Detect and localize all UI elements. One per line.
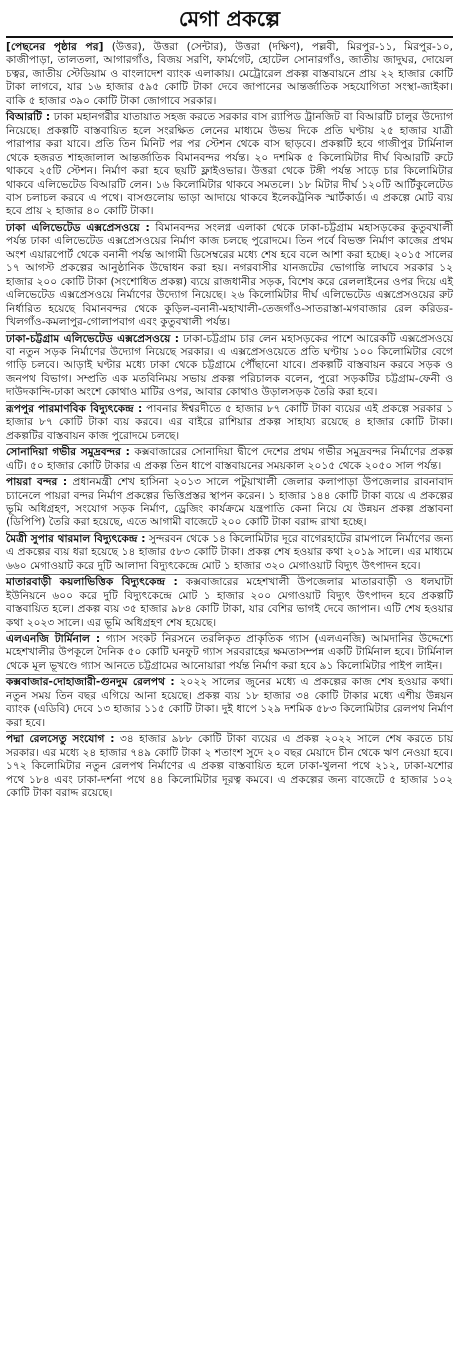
paragraph-sonadia-seaport (6, 444, 453, 474)
paragraph-lead: সোনাদিয়া গভীর সমুদ্রবন্দর : (6, 446, 130, 459)
paragraph-lead: ঢাকা এলিভেটেড এক্সপ্রেসওয়ে : (6, 221, 150, 234)
paragraph-lead: মাতারবাড়ী কয়লাভিত্তিক বিদ্যুৎকেন্দ্র : (6, 576, 178, 589)
paragraph-lead: পায়রা বন্দর : (6, 476, 68, 489)
paragraph-lead: ঢাকা-চট্টগ্রাম এলিভেটেড এক্সপ্রেসওয়ে : (6, 332, 180, 345)
paragraph-text: (উত্তর), উত্তরা (সেন্টার), উত্তরা (দক্ষিণ), পল্লবী, মিরপুর-১১, মিরপুর-১০, কাজীপাড়া, তালতলা, আগারগাঁও, বিজয় সরণি, ফার্মগেট, হোটেল সোনারগাঁও, জাতীয় জাদুঘর, দোয়েল চত্বর, জাতীয় স্টেডিয়াম ও বাংলাদেশ ব্যাংক এলাকায়। মেট্রোরেল প্রকল্প বাস্তবায়নে প্রায় ২২ হাজার কোটি টাকা লাগবে, যার ১৬ হাজার ৫৯৫ কোটি টাকা দেবে জাপানের আন্তর্জাতিক সহযোগিতা সংস্থা-জাইকা। বাকি ৫ হাজার ৩৯০ কোটি টাকা জোগাবে সরকার। (6, 41, 454, 107)
paragraph-dhaka-elevated-expressway (6, 220, 453, 331)
paragraph-text: ঢাকা-চট্টগ্রাম চার লেন মহাসড়কের পাশে আরেকটি এক্সপ্রেসওয়ে বা নতুন সড়ক নির্মাণের উদ্যোগ নিয়েছে সরকার। এ এক্সপ্রেসওয়েতে প্রতি ঘণ্টায় ১০০ কিলোমিটার বেগে গাড়ি চলবে। আড়াই ঘণ্টার মধ্যে ঢাকা থেকে চট্টগ্রামে পৌঁছানো যাবে। প্রকল্পটি বাস্তবায়ন করবে সড়ক ও জনপথ বিভাগ। সম্প্রতি এক মতবিনিময় সভায় প্রকল্প পরিচালক বলেন, পুরো সড়কটির চট্টগ্রাম-ফেনী ও দাউদকান্দি-ঢাকা অংশে কোথাও মাটির ওপর, আবার কোথাও উড়ালসড়ক তৈরি করা হবে। (6, 332, 454, 399)
paragraph-text: ২০২২ সালের জুনের মধ্যে এ প্রকল্পের কাজ শেষ হওয়ার কথা। নতুন সময় তিন বছর এগিয়ে আনা হয়েছে। প্রকল্প ব্যয় ১৮ হাজার ৩৪ কোটি টাকার মধ্যে এশীয় উন্নয়ন ব্যাংক (এডিবি) দেবে ১৩ হাজার ১১৫ কোটি টাকা। দুই ধাপে ১২৯ দশমিক ৫৮৩ কিলোমিটার রেলপথ নির্মাণ করা হবে। (6, 676, 454, 729)
paragraph-padma-rail-link (6, 731, 453, 801)
article-body (6, 41, 453, 801)
paragraph-lng-terminal (6, 631, 453, 674)
paragraph-continuation (6, 41, 453, 109)
paragraph-text: সুন্দরবন থেকে ১৪ কিলোমিটার দূরে বাগেরহাটের রামপালে নির্মাণের জন্য এ প্রকল্পের ব্যয় ধরা হয়েছে ১৪ হাজার ৫৮৩ কোটি টাকা। প্রকল্প শেষ হওয়ার কথা ২০১৯ সালে। এর মাধ্যমে ৬৬০ মেগাওয়াট করে দুটি আলাদা বিদ্যুৎকেন্দ্রে মোট ১ হাজার ৩২০ মেগাওয়াট বিদ্যুৎ উৎপাদন হবে। (6, 532, 453, 572)
paragraph-text: কক্সবাজারের সোনাদিয়া দ্বীপে দেশের প্রথম গভীর সমুদ্রবন্দর নির্মাণের প্রকল্প এটি। ৫০ হাজার কোটি টাকার এ প্রকল্প তিন ধাপে বাস্তবায়নের সময়কাল ২০১৫ থেকে ২০৫০ সাল পর্যন্ত। (6, 446, 454, 472)
paragraph-lead: [পেছনের পৃষ্ঠার পর] (6, 41, 104, 53)
paragraph-rooppur-nuclear (6, 401, 453, 444)
paragraph-text: বিমানবন্দর সংলগ্ন এলাকা থেকে ঢাকা-চট্টগ্রাম মহাসড়কের কুতুবখালী পর্যন্ত ঢাকা এলিভেটেড এক্সপ্রেসওয়ের নির্মাণ কাজ চলছে পুরোদমে। তিন পর্বে বিভক্ত নির্মাণ কাজের প্রথম অংশ এয়ারপোর্ট থেকে বনানী পর্যন্ত আগামী ডিসেম্বরের মধ্যে শেষ হবে বলে আশা করা হচ্ছে। ২০১৫ সালের ১৭ আগস্ট প্রকল্পের আনুষ্ঠানিক উদ্বোধন করা হয়। নগরবাসীর যানজটের ভোগান্তি লাঘবে সরকার ১২ হাজার ২০০ কোটি টাকা (সংশোধিত প্রকল্প) ব্যয়ে রাজধানীর সড়ক, বিশেষ করে রেললাইনের ওপর দিয়ে এই এলিভেটেড এক্সপ্রেসওয়ে নির্মাণের উদ্যোগ নিয়েছে। ২৬ কিলোমিটার দীর্ঘ এলিভেটেড এক্সপ্রেসওয়ের রুট নির্ধারিত হয়েছে বিমানবন্দর থেকে কুড়িল-বনানী-মহাখালী-তেজগাঁও-সাতরাস্তা-মগবাজার রেল করিডর-খিলগাঁও-কমলাপুর-গোলাপবাগ এবং কুতুবখালী পর্যন্ত। (6, 221, 453, 329)
paragraph-lead: মৈত্রী সুপার থারমাল বিদ্যুৎকেন্দ্র : (6, 532, 146, 545)
paragraph-maitree-thermal (6, 531, 453, 574)
paragraph-lead: এলএনজি টার্মিনাল : (6, 633, 101, 646)
paragraph-text: গ্যাস সংকট নিরসনে তরলিকৃত প্রাকৃতিক গ্যাস (এলএনজি) আমদানির উদ্দেশ্যে মহেশখালীর উপকূলে দৈনিক ৫০ কোটি ঘনফুট গ্যাস সরবরাহের ক্ষমতাসম্পন্ন একটি টার্মিনাল হবে। টার্মিনাল থেকে মূল ভূখণ্ডে গ্যাস আনতে চট্টগ্রামের আনোয়ারা পর্যন্ত নির্মাণ করা হবে ৯১ কিলোমিটার পাইপ লাইন। (6, 633, 453, 672)
paragraph-text: পাবনার ঈশ্বরদীতে ৫ হাজার ৮৭ কোটি টাকা ব্যয়ের এই প্রকল্পে সরকার ১ হাজার ৮৭ কোটি টাকা ব্যয় করবে। এর বাইরে রাশিয়ার প্রকল্প সাহায্য রয়েছে ৪ হাজার কোটি টাকা। প্রকল্পটির বাস্তবায়ন কাজ পুরোদমে চলছে। (6, 402, 453, 442)
paragraph-text: প্রধানমন্ত্রী শেখ হাসিনা ২০১৩ সালে পটুয়াখালী জেলার কলাপাড়া উপজেলার রাবনাবাদ চ্যানেলে পায়রা বন্দর নির্মাণ প্রকল্পের ভিত্তিপ্রস্তর স্থাপন করেন। ১ হাজার ১৪৪ কোটি টাকা ব্যয়ে এ প্রকল্পের ভূমি অধিগ্রহণ, সংযোগ সড়ক নির্মাণ, ড্রেজিং কার্যক্রমে যন্ত্রপাতি কেনা নিয়ে যে উন্নয়ন প্রকল্প প্রস্তাবনা (ডিপিপি) তৈরি করা হয়েছে, এতে আগামী বাজেটে ২০০ কোটি টাকা বরাদ্দ রাখা হচ্ছে। (6, 476, 453, 529)
paragraph-lead: পদ্মা রেলসেতু সংযোগ : (6, 733, 115, 746)
paragraph-text: ঢাকা মহানগরীর যাতায়াত সহজ করতে সরকার বাস র‌্যাপিড ট্রানজিট বা বিআরটি চালুর উদ্যোগ নিয়েছে। প্রকল্পটি বাস্তবায়িত হলে সংরক্ষিত লেনের মাধ্যমে উভয় দিকে প্রতি ঘণ্টায় ২৫ হাজার যাত্রী পারাপার করা যাবে। প্রতি তিন মিনিট পর পর স্টেশন থেকে বাস ছাড়বে। প্রকল্পটি হবে গাজীপুর টার্মিনাল থেকে হজরত শাহজালাল আন্তর্জাতিক বিমানবন্দর পর্যন্ত। ২০ দশমিক ৫ কিলোমিটার দীর্ঘ বিআরটি রুটে থাকবে ২৫টি স্টেশন। নির্মাণ করা হবে ছয়টি ফ্লাইওভার। উত্তরা থেকে টঙ্গী পর্যন্ত সাড়ে চার কিলোমিটার থাকবে এলিভেটেড বিআরটি লেন। ১৬ কিলোমিটার থাকবে সমতলে। ১৮ মিটার দীর্ঘ ১২০টি আর্টিকুলেটেড বাস চলাচল করবে এ পথে। বাসগুলোয় ভাড়া আদায়ে থাকবে ইলেকট্রনিক স্মার্টকার্ড। এ প্রকল্পে মোট ব্যয় হবে প্রায় ২ হাজার ৪০ কোটি টাকা। (6, 111, 453, 218)
paragraph-payra-port (6, 474, 453, 531)
paragraph-lead: কক্সবাজার-দোহাজারী-গুনদুম রেলপথ : (6, 676, 175, 689)
headline: মেগা প্রকল্পে (178, 6, 281, 31)
paragraph-brt (6, 109, 453, 220)
headline-rule (6, 36, 453, 38)
paragraph-dhaka-chittagong-expressway (6, 331, 453, 401)
paragraph-matarbari-coal (6, 574, 453, 631)
paragraph-text: ৩৪ হাজার ৯৮৮ কোটি টাকা ব্যয়ের এ প্রকল্প ২০২২ সালে শেষ করতে চায় সরকার। এর মধ্যে ২৪ হাজার ৭৪৯ কোটি টাকা ২ শতাংশ সুদে ২০ বছর মেয়াদে চীন থেকে ঋণ নেওয়া হবে। ১৭২ কিলোমিটার নতুন রেলপথ নির্মাণের এ প্রকল্প বাস্তবায়িত হলে ঢাকা-খুলনা পথে ২১২, ঢাকা-যশোর পথে ১৮৪ এবং ঢাকা-দর্শনা পথে ৪৪ কিলোমিটার দূরত্ব কমবে। এ প্রকল্পের জন্য বাজেটে ৫ হাজার ১০২ কোটি টাকা বরাদ্দ রয়েছে। (6, 733, 453, 800)
paragraph-coxsbazar-railway (6, 674, 453, 731)
paragraph-text: কক্সবাজারের মহেশখালী উপজেলার মাতারবাড়ী ও ধলঘাটা ইউনিয়নে ৬০০ করে দুটি বিদ্যুৎকেন্দ্রে মোট ১ হাজার ২০০ মেগাওয়াট বিদ্যুৎ উৎপাদন হবে প্রকল্পটি বাস্তবায়িত হলে। প্রকল্প ব্যয় ৩৫ হাজার ৯৮৪ কোটি টাকা, যার বেশির ভাগই দেবে জাপান। এটি শেষ হওয়ার কথা ২০২৩ সালে। এর ভূমি অধিগ্রহণ শেষ হয়েছে। (6, 576, 453, 629)
paragraph-lead: রূপপুর পারমাণবিক বিদ্যুৎকেন্দ্র : (6, 402, 143, 415)
headline-block (6, 0, 453, 34)
paragraph-lead: বিআরটি : (6, 111, 51, 124)
